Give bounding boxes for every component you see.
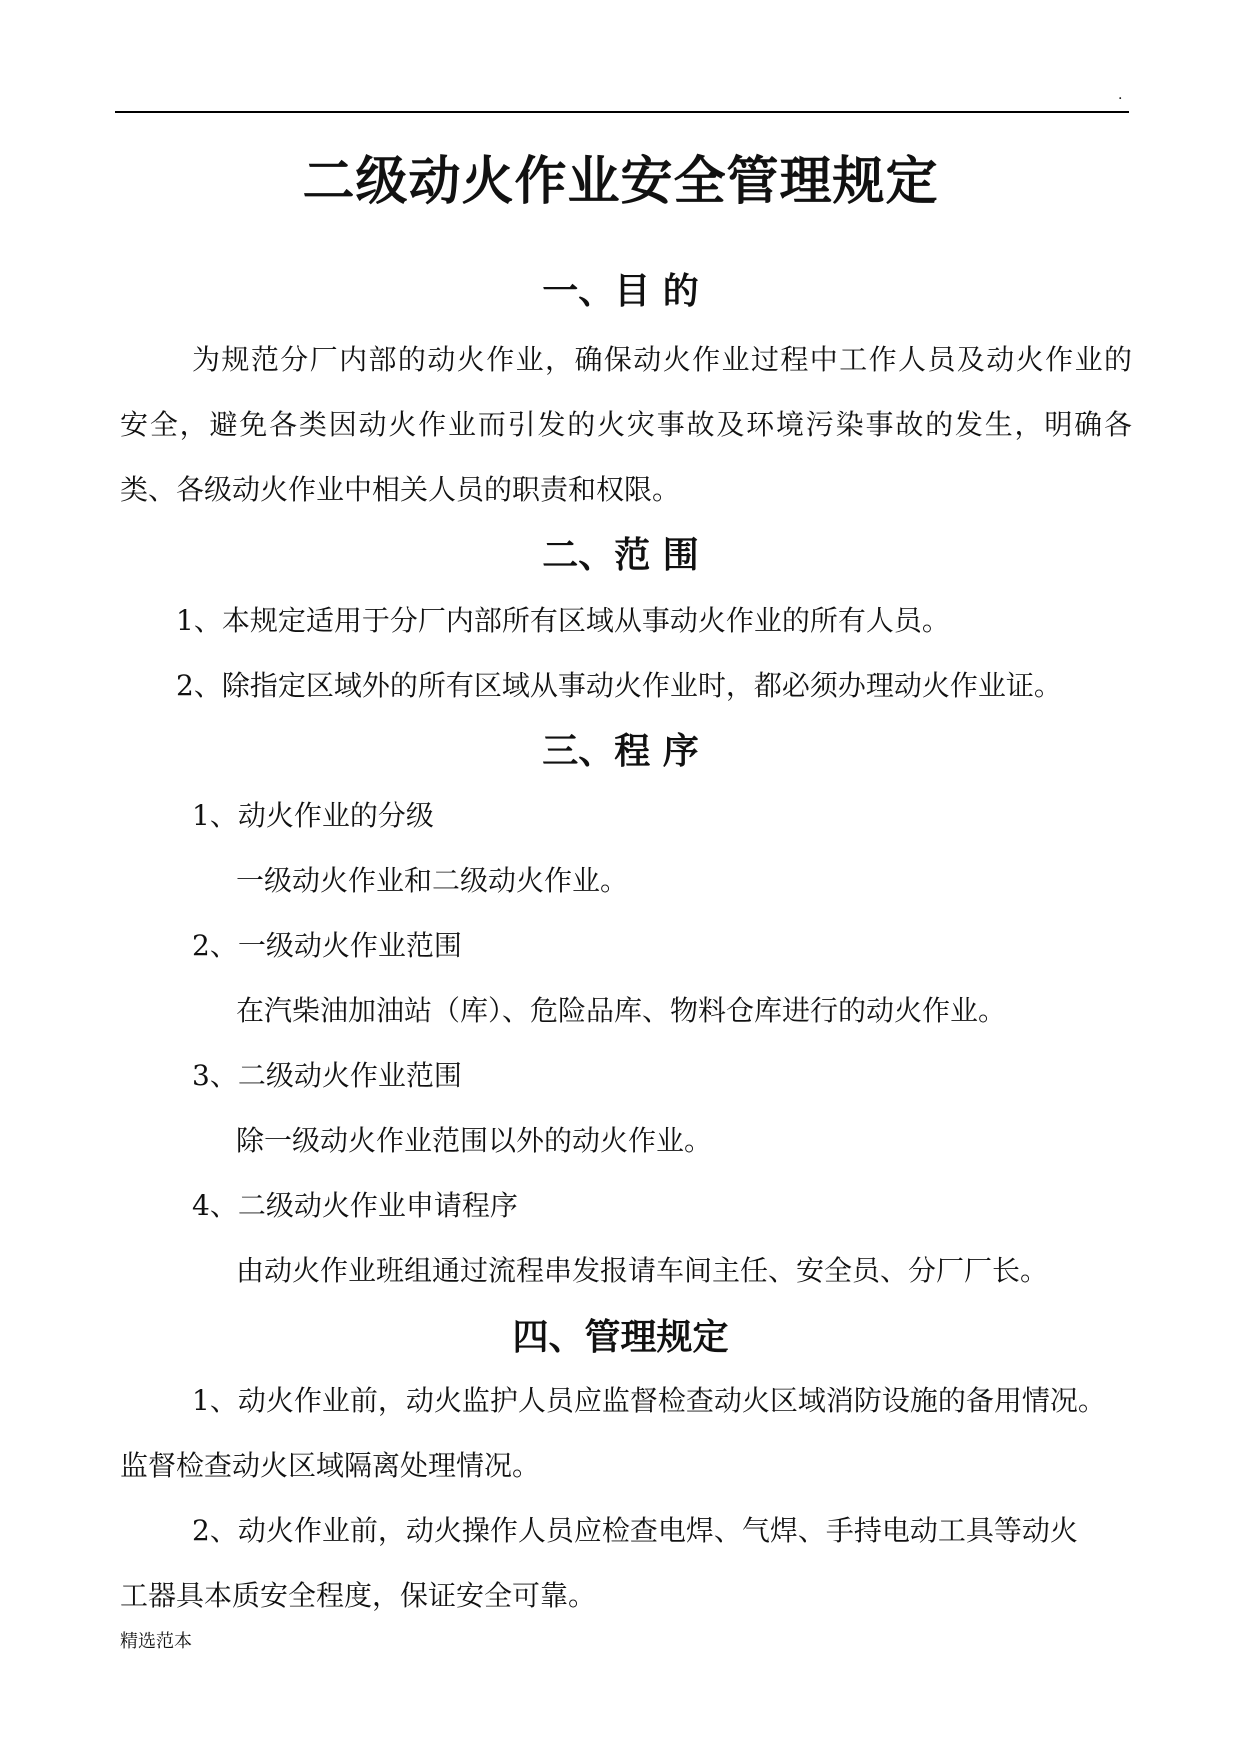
footer-text: 精选范本 [120,1631,192,1652]
section-heading-regulations: 四、管理规定 [512,1317,729,1358]
procedure-item-label: 2、一级动火作业范围 [192,929,462,962]
section-heading-scope: 二、范 围 [542,535,699,576]
paragraph-line: 工器具本质安全程度，保证安全可靠。 [120,1579,597,1612]
procedure-item-label: 1、动火作业的分级 [192,799,434,832]
header-rule [115,111,1129,113]
procedure-item-text: 一级动火作业和二级动火作业。 [236,864,629,897]
procedure-item-text: 在汽柴油加油站（库）、危险品库、物料仓库进行的动火作业。 [236,994,1007,1027]
procedure-item-text: 除一级动火作业范围以外的动火作业。 [236,1124,713,1157]
list-item: 1、本规定适用于分厂内部所有区域从事动火作业的所有人员。 [176,604,950,637]
section-heading-procedure: 三、程 序 [542,731,699,772]
paragraph-line: 类、各级动火作业中相关人员的职责和权限。 [120,473,681,506]
section-heading-purpose: 一、目 的 [542,271,699,312]
header-mark: . [1118,87,1123,103]
document-title: 二级动火作业安全管理规定 [302,152,939,212]
paragraph-line: 1、动火作业前，动火监护人员应监督检查动火区域消防设施的备用情况。 [192,1384,1106,1417]
paragraph-line: 2、动火作业前，动火操作人员应检查电焊、气焊、手持电动工具等动火 [192,1514,1078,1547]
paragraph-line: 安全，避免各类因动火作业而引发的火灾事故及环境污染事故的发生，明确各 [120,408,1132,441]
paragraph-line: 为规范分厂内部的动火作业，确保动火作业过程中工作人员及动火作业的 [192,343,1132,376]
procedure-item-text: 由动火作业班组通过流程串发报请车间主任、安全员、分厂厂长。 [236,1254,1049,1287]
list-item: 2、除指定区域外的所有区域从事动火作业时，都必须办理动火作业证。 [176,669,1062,702]
procedure-item-label: 4、二级动火作业申请程序 [192,1189,518,1222]
procedure-item-label: 3、二级动火作业范围 [192,1059,462,1092]
paragraph-line: 监督检查动火区域隔离处理情况。 [120,1449,541,1482]
